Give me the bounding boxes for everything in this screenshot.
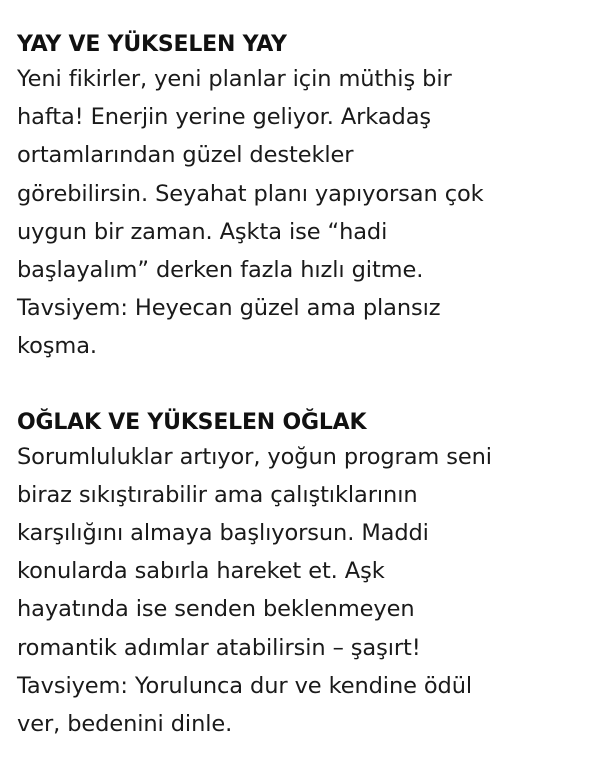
section-paragraph: Sorumluluklar artıyor, yoğun program seni biraz sıkıştırabilir ama çalıştıklarının karşılığını almaya başlıyorsun. Maddi konularda sabırla hareket et. Aşk hayatında ise senden beklenmeyen romantik adımlar atabilirsin – şaşırt! Tavsiyem: Yorulunca dur ve kendine ödül ver, bedenini dinle. xyxy=(17,443,492,738)
section-capricorn xyxy=(17,408,587,744)
section-heading: YAY VE YÜKSELEN YAY xyxy=(17,32,287,57)
section-heading: OĞLAK VE YÜKSELEN OĞLAK xyxy=(17,409,367,435)
section-sagittarius xyxy=(17,30,587,366)
horoscope-article xyxy=(17,30,587,743)
section-paragraph: Yeni fikirler, yeni planlar için müthiş bir hafta! Enerjin yerine geliyor. Arkadaş ortamlarından güzel destekler görebilirsin. Seyahat planı yapıyorsan çok uygun bir zaman. Aşkta ise “hadi başlayalım” derken fazla hızlı gitme. Tavsiyem: Heyecan güzel ama plansız koşma. xyxy=(17,66,484,360)
